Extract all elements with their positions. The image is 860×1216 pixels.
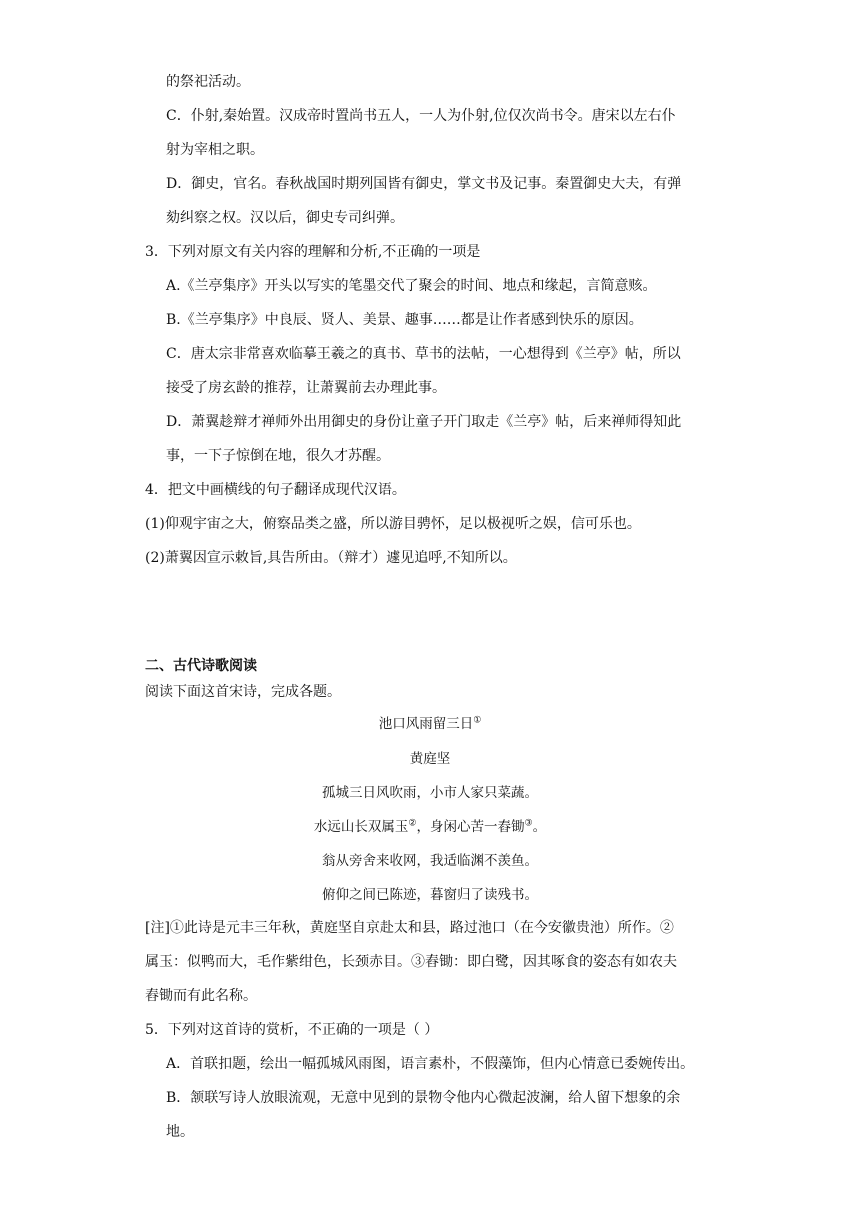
q5-option-b-line1: B．颔联写诗人放眼流观，无意中见到的景物令他内心微起波澜，给人留下想象的余 xyxy=(166,1090,681,1106)
q3-option-c-line2: 接受了房玄龄的推荐，让萧翼前去办理此事。 xyxy=(166,380,446,396)
q3-option-c-line1: C．唐太宗非常喜欢临摹王羲之的真书、草书的法帖，一心想得到《兰亭》帖，所以 xyxy=(166,346,681,362)
poem-line-2-part-c: 。 xyxy=(532,819,547,835)
poem-line-1: 孤城三日风吹雨，小市人家只菜蔬。 xyxy=(322,785,538,801)
q3-option-d-line2: 事，一下子惊倒在地，很久才苏醒。 xyxy=(166,448,390,464)
q5-option-b-line2: 地。 xyxy=(166,1124,194,1140)
poem-line-4: 俯仰之间已陈迹，暮窗归了读残书。 xyxy=(322,887,538,903)
q2-option-c-line1: C．仆射,秦始置。汉成帝时置尚书五人，一人为仆射,位仅次尚书令。唐宋以左右仆 xyxy=(166,108,676,124)
poem-line-2-footnote-mark-2: ② xyxy=(408,818,417,829)
poem-line-3: 翁从旁舍来收网，我适临渊不羡鱼。 xyxy=(322,853,538,869)
q5-option-a: A．首联扣题，绘出一幅孤城风雨图，语言素朴，不假藻饰，但内心情意已委婉传出。 xyxy=(166,1056,695,1072)
question-3-stem: 3．下列对原文有关内容的理解和分析,不正确的一项是 xyxy=(145,244,481,260)
poem-author: 黄庭坚 xyxy=(409,751,451,767)
q3-option-d-line1: D．萧翼趁辩才禅师外出用御史的身份让童子开门取走《兰亭》帖，后来禅师得知此 xyxy=(166,414,682,430)
poem-line-2-part-a: 水远山长双属玉 xyxy=(313,819,409,835)
q4-sentence-1: (1)仰观宇宙之大，俯察品类之盛，所以游目骋怀，足以极视听之娱，信可乐也。 xyxy=(145,516,641,532)
question-5-stem: 5．下列对这首诗的赏析，不正确的一项是（ ） xyxy=(145,1022,439,1038)
poem-line-2-part-b: ，身闲心苦一舂锄 xyxy=(416,819,525,835)
q2-option-c-line2: 射为宰相之职。 xyxy=(166,142,264,158)
q3-option-a: A.《兰亭集序》开头以写实的笔墨交代了聚会的时间、地点和缘起，言简意赅。 xyxy=(166,278,657,294)
q2-option-d-line1: D．御史，官名。春秋战国时期列国皆有御史，掌文书及记事。秦置御史大夫，有弹 xyxy=(166,176,682,192)
q2-option-d-line2: 劾纠察之权。汉以后，御史专司纠弹。 xyxy=(166,210,404,226)
question-4-stem: 4．把文中画横线的句子翻译成现代汉语。 xyxy=(145,482,406,498)
poem-notes-line-3: 舂锄而有此名称。 xyxy=(145,988,257,1004)
poem-line-2 xyxy=(0,817,860,837)
poem-notes-line-2: 属玉：似鸭而大，毛作紫绀色，长颈赤目。③舂锄：即白鹭，因其啄食的姿态有如农夫 xyxy=(145,954,677,970)
section-2-intro: 阅读下面这首宋诗，完成各题。 xyxy=(145,684,341,700)
poem-title-text: 池口风雨留三日 xyxy=(378,716,474,732)
section-2-heading: 二、古代诗歌阅读 xyxy=(145,658,257,674)
q4-sentence-2: (2)萧翼因宣示敕旨,具告所由。（辩才）遽见追呼,不知所以。 xyxy=(145,550,517,566)
poem-line-2-footnote-mark-3: ③ xyxy=(524,818,533,829)
q3-option-b: B.《兰亭集序》中良辰、贤人、美景、趣事……都是让作者感到快乐的原因。 xyxy=(166,312,643,328)
q2-tail-text: 的祭祀活动。 xyxy=(166,74,250,90)
poem-notes-line-1: [注]①此诗是元丰三年秋，黄庭坚自京赴太和县，路过池口（在今安徽贵池）所作。② xyxy=(145,920,674,936)
poem-title xyxy=(0,714,860,734)
poem-title-footnote-mark: ① xyxy=(473,715,482,726)
